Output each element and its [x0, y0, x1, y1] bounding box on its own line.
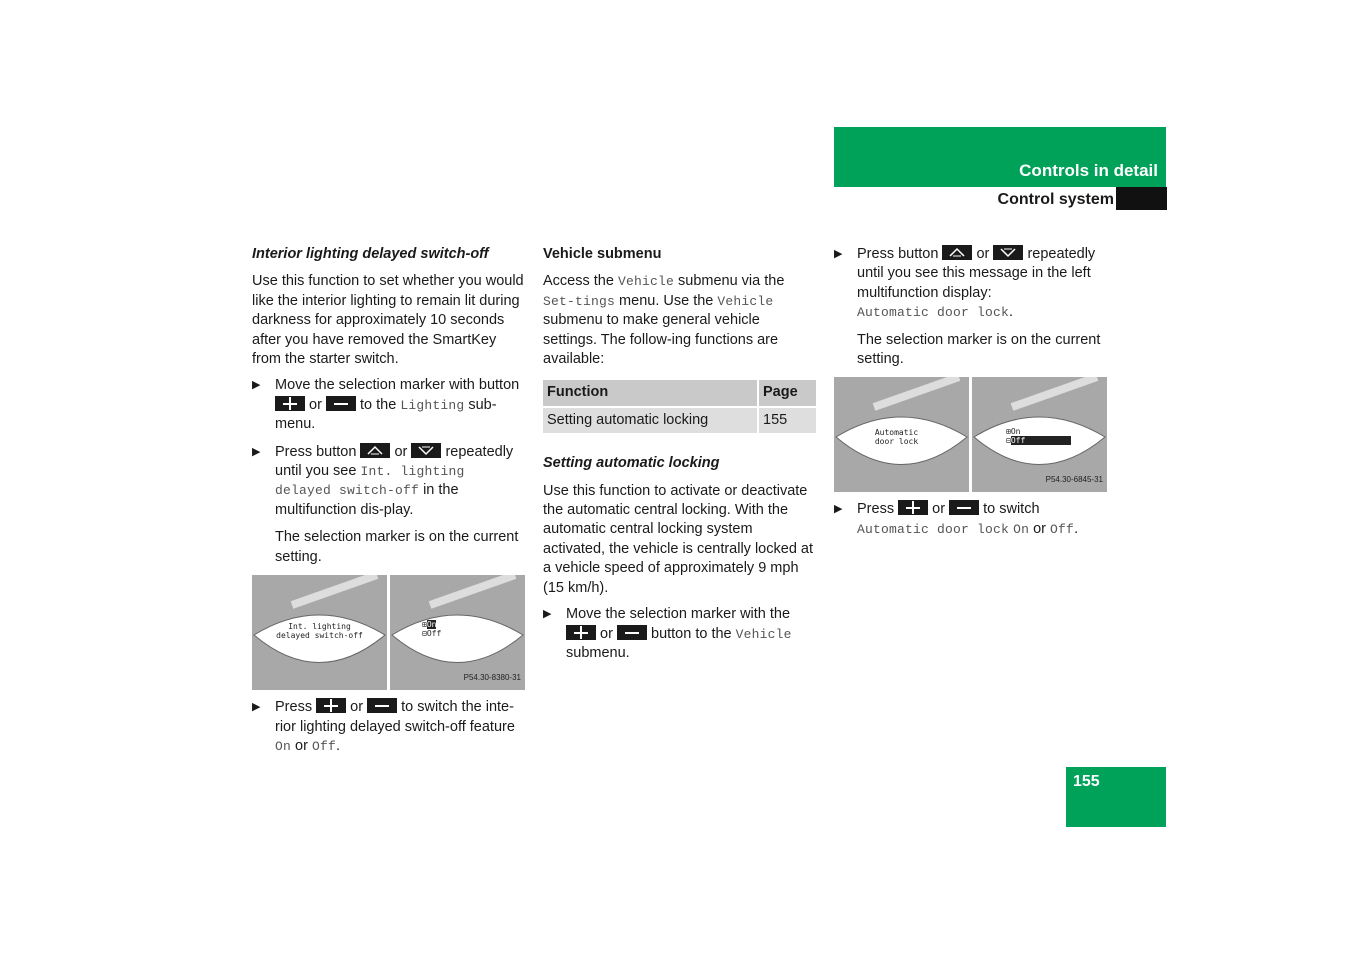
- figure-reference: P54.30-8380-31: [463, 672, 521, 682]
- heading-interior-lighting: Interior lighting delayed switch-off: [252, 246, 489, 262]
- step-item: [834, 245, 1107, 492]
- plus-button-icon: [898, 500, 928, 515]
- triangle-bullet-icon: ▶: [252, 379, 261, 392]
- subsection-title: Control system: [997, 191, 1114, 208]
- header-bar: [834, 127, 1166, 187]
- minus-button-icon: [326, 396, 356, 411]
- step-text: Press or to switch the inte-rior lighting delayed switch-off feature On or Off.: [275, 699, 515, 754]
- page-number: 155: [1073, 773, 1100, 790]
- step-note: The selection marker is on the current setting.: [275, 529, 519, 565]
- step-text: Move the selection marker with the or button to the Vehicle submenu.: [566, 606, 792, 661]
- header-marker: [1116, 187, 1167, 210]
- table-header-page: Page: [758, 380, 816, 406]
- table-cell-page: 155: [758, 407, 816, 433]
- plus-button-icon: [275, 396, 305, 411]
- column-2: [543, 245, 816, 671]
- automatic-locking-paragraph: Use this function to activate or deactivate the automatic central locking. With the automatic central locking system activated, the vehicle is centrally locked at a vehicle speed of approximately 9 mph (15 km/h).: [543, 482, 813, 596]
- display-panel-left: Automatic door lock: [834, 377, 969, 492]
- triangle-bullet-icon: ▶: [834, 248, 843, 260]
- step-text: Move the selection marker with button or to the Lighting sub-menu.: [275, 377, 520, 433]
- down-button-icon: [993, 245, 1023, 260]
- up-button-icon: [942, 245, 972, 260]
- step-item: [252, 698, 525, 756]
- heading-automatic-locking: Setting automatic locking: [543, 455, 720, 472]
- display-panel-right: ⊞On ⊟Off P54.30-6845-31: [972, 377, 1107, 492]
- plus-button-icon: [566, 625, 596, 640]
- column-1: [252, 245, 525, 764]
- intro-paragraph: Use this function to set whether you would like the interior lighting to remain lit during darkness for approximately 10 seconds after you have removed the SmartKey from the starter switch.: [252, 273, 524, 368]
- triangle-bullet-icon: ▶: [252, 701, 261, 714]
- up-button-icon: [360, 443, 390, 458]
- step-item: [252, 376, 525, 434]
- triangle-bullet-icon: ▶: [834, 503, 843, 516]
- step-item: [543, 605, 816, 663]
- step-text: Press or to switch Automatic door lock On or Off.: [857, 501, 1079, 537]
- plus-button-icon: [316, 698, 346, 713]
- column-3: [834, 245, 1107, 547]
- multifunction-display-figure: [252, 575, 525, 690]
- table-header-function: Function: [543, 380, 758, 406]
- minus-button-icon: [617, 625, 647, 640]
- vehicle-paragraph: Access the Vehicle submenu via the Set-tings menu. Use the Vehicle submenu to make general vehicle settings. The follow-ing functions are available:: [543, 273, 785, 368]
- figure-reference: P54.30-6845-31: [1045, 475, 1103, 485]
- table-header-row: [543, 380, 816, 406]
- heading-vehicle-submenu: Vehicle submenu: [543, 246, 662, 262]
- minus-button-icon: [949, 500, 979, 515]
- triangle-bullet-icon: ▶: [252, 445, 261, 458]
- page-number-box: [1066, 767, 1166, 827]
- step-text: Press button or repeatedly until you see this message in the left multifunction display: Automatic door lock.: [857, 246, 1096, 321]
- table-cell-function: Setting automatic locking: [543, 407, 758, 433]
- down-button-icon: [411, 443, 441, 458]
- step-text: Press button or repeatedly until you see Int. lighting delayed switch-off in the multifunction dis-play.: [275, 443, 514, 518]
- display-panel-left: Int. lighting delayed switch-off: [252, 575, 387, 690]
- minus-button-icon: [367, 698, 397, 713]
- table-row: [543, 407, 816, 433]
- step-item: [834, 500, 1107, 539]
- section-title: Controls in detail: [1019, 161, 1158, 180]
- step-item: [252, 443, 525, 690]
- function-table: [543, 380, 816, 433]
- display-panel-right: ⊞On ⊟Off P54.30-8380-31: [390, 575, 525, 690]
- step-note: The selection marker is on the current setting.: [857, 331, 1101, 368]
- multifunction-display-figure: [834, 377, 1107, 492]
- triangle-bullet-icon: ▶: [543, 608, 552, 621]
